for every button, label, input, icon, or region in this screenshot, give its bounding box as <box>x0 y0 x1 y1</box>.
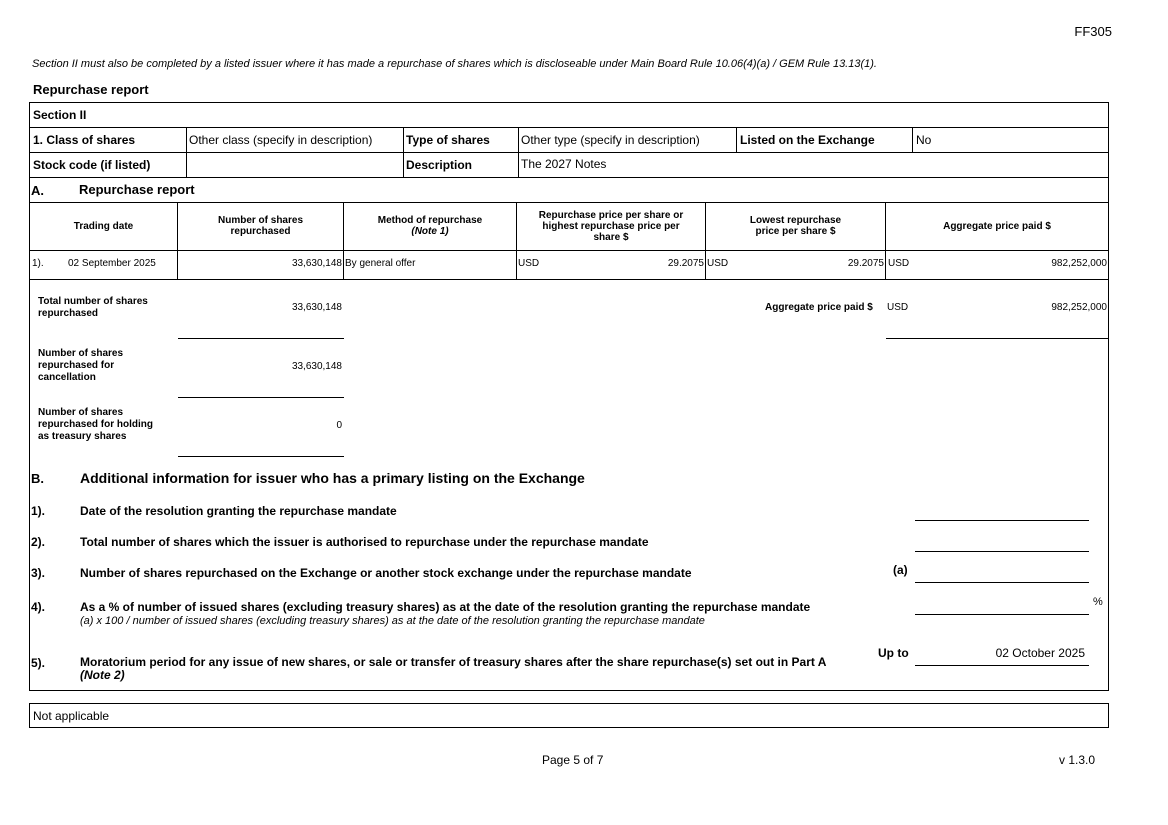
type-value: Other type (specify in description) <box>521 133 700 147</box>
header-aggregate: Aggregate price paid $ <box>943 220 1051 232</box>
part-b-letter: B. <box>31 471 44 486</box>
treasury-value: 0 <box>336 420 342 431</box>
header-num-shares: Number of shares repurchased <box>217 215 304 237</box>
form-code: FF305 <box>1074 24 1112 39</box>
b-item-5-index: 5). <box>31 656 46 670</box>
section-title: Section II <box>33 108 87 122</box>
header-price: Repurchase price per share or highest repurchase price per share $ <box>538 209 684 243</box>
class-value: Other class (specify in description) <box>189 133 373 147</box>
row-shares: 33,630,148 <box>291 258 342 269</box>
b-item-3-prefix: (a) <box>893 563 908 577</box>
b-item-3-index: 3). <box>31 566 46 580</box>
cancel-label: Number of shares repurchased for cancellation <box>38 348 124 383</box>
b-item-5-text: Moratorium period for any issue of new shares, or sale or transfer of treasury shares after the share repurchase(s) set out in Part A <box>80 655 827 669</box>
section-note: Section II must also be completed by a listed issuer where it has made a repurchase of shares which is discloseable under Main Board Rule 10.06(4)(a) / GEM Rule 13.13(1). <box>32 58 877 70</box>
b-item-1-text: Date of the resolution granting the repurchase mandate <box>80 504 397 518</box>
row-date: 02 September 2025 <box>68 258 156 269</box>
row-index: 1). <box>32 258 44 269</box>
report-title: Repurchase report <box>33 82 149 97</box>
b-item-3-text: Number of shares repurchased on the Exchange or another stock exchange under the repurchase mandate <box>80 566 692 580</box>
b-item-5-value: 02 October 2025 <box>995 646 1085 660</box>
row-aggregate: 982,252,000 <box>1051 258 1107 269</box>
row-aggregate-currency: USD <box>888 258 910 269</box>
listed-value: No <box>916 133 932 147</box>
b-item-2-text: Total number of shares which the issuer is authorised to repurchase under the repurchase mandate <box>80 535 649 549</box>
total-value: 33,630,148 <box>291 302 342 313</box>
aggregate-label: Aggregate price paid $ <box>765 302 873 313</box>
row-lowest: 29.2075 <box>847 258 884 269</box>
b-item-4-index: 4). <box>31 600 46 614</box>
page-number: Page 5 of 7 <box>542 753 604 767</box>
treasury-label: Number of shares repurchased for holding as treasury shares <box>38 407 154 442</box>
b-item-5-subtext: (Note 2) <box>80 668 125 682</box>
header-trading-date: Trading date <box>73 220 134 232</box>
aggregate-currency: USD <box>887 302 909 313</box>
class-label: 1. Class of shares <box>33 133 136 147</box>
part-a-title: Repurchase report <box>79 182 195 197</box>
description-label: Description <box>406 158 473 172</box>
b-item-1-index: 1). <box>31 504 46 518</box>
header-lowest: Lowest repurchase price per share $ <box>749 215 842 237</box>
version: v 1.3.0 <box>1059 753 1096 767</box>
row-price: 29.2075 <box>667 258 704 269</box>
header-method: Method of repurchase (Note 1) <box>377 215 483 237</box>
stock-code-label: Stock code (if listed) <box>33 158 151 172</box>
type-label: Type of shares <box>406 133 490 147</box>
b-item-5-prefix: Up to <box>878 646 909 660</box>
remarks-text: Not applicable <box>33 709 110 723</box>
description-value: The 2027 Notes <box>521 157 607 171</box>
b-item-2-index: 2). <box>31 535 46 549</box>
row-lowest-currency: USD <box>707 258 729 269</box>
cancel-value: 33,630,148 <box>291 361 342 372</box>
b-item-4-suffix: % <box>1093 596 1103 608</box>
b-item-4-subtext: (a) x 100 / number of issued shares (excluding treasury shares) as at the date of the resolution granting the repurchase mandate <box>80 615 705 627</box>
remarks-box <box>29 703 1109 728</box>
total-label: Total number of shares repurchased <box>38 296 148 319</box>
row-price-currency: USD <box>518 258 540 269</box>
aggregate-value: 982,252,000 <box>1051 302 1107 313</box>
part-b-title: Additional information for issuer who has a primary listing on the Exchange <box>80 470 585 486</box>
row-method: By general offer <box>345 258 416 269</box>
b-item-4-text: As a % of number of issued shares (excluding treasury shares) as at the date of the resolution granting the repurchase mandate <box>80 600 811 614</box>
listed-label: Listed on the Exchange <box>740 133 875 147</box>
part-a-letter: A. <box>31 183 44 198</box>
